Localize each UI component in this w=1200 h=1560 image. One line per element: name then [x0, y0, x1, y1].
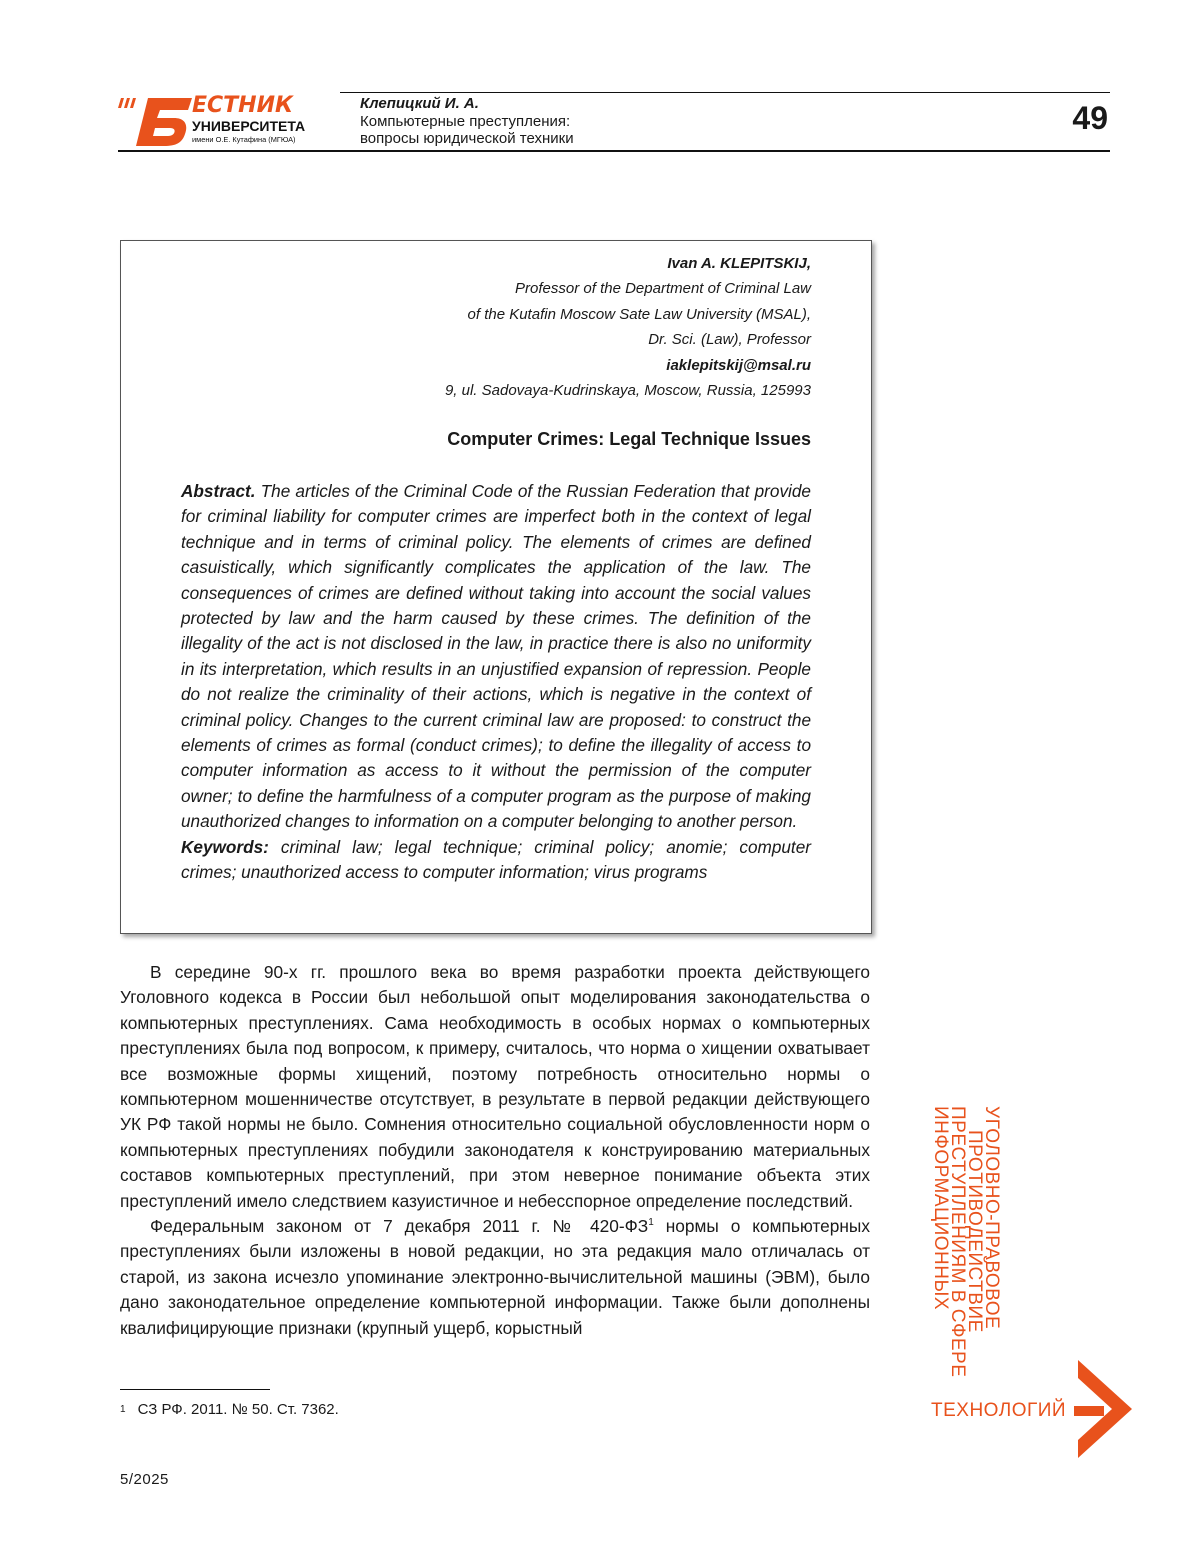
logo-imeni: имени О.Е. Кутафина (МГЮА) — [192, 135, 296, 144]
author-address: 9, ul. Sadovaya-Kudrinskaya, Moscow, Russia, 125993 — [444, 382, 811, 400]
footnote — [120, 1400, 339, 1420]
logo-letter-v-icon — [134, 96, 194, 148]
footnote-text: СЗ РФ. 2011. № 50. Ст. 7362. — [137, 1401, 339, 1418]
body-paragraph-1: В середине 90-х гг. прошлого века во время разработки проекта действующего Уголовного кодекса в России был небольшой опыт моделирования законодательства о компьютерных преступлениях. Сама необходимость в особых нормах о компьютерных преступлениях была под вопросом, к примеру, считалось, что норма о хищении охватывает все возможные формы хищений, поэтому потребность относительно нормы о компьютерном мошенничестве отсутствует, в результате в первой редакции действующего УК РФ такой нормы не было. Сомнения относительно социальной обусловленности норм о компьютерных преступлениях побудили законодателя к конструированию материальных составов компьютерных преступлений, при этом неверное понимание объекта этих преступлений имело следствием казуистичное и небесспорное определение последствий. — [120, 962, 870, 1211]
footnote-ref[interactable]: 1 — [648, 1217, 654, 1229]
rubric-line-4: ИНФОРМАЦИОННЫХ — [930, 1106, 951, 1310]
footnote-rule — [120, 1389, 270, 1390]
running-head-author: Клепицкий И. А. — [360, 95, 479, 112]
author-degree: Dr. Sci. (Law), Professor — [648, 331, 811, 349]
article-body — [120, 960, 870, 1341]
keywords-body: criminal law; legal technique; criminal policy; anomie; computer crimes; unauthorized access to computer information; virus programs — [181, 836, 811, 883]
rubric-line-5: ТЕХНОЛОГИЙ — [931, 1400, 1067, 1421]
header-rule-top — [340, 92, 1110, 93]
logo-university: УНИВЕРСИТЕТА — [192, 118, 306, 134]
rubric-line-2: ПРОТИВОДЕЙСТВИЕ — [964, 1130, 985, 1333]
article-title-en: Computer Crimes: Legal Technique Issues — [447, 429, 811, 449]
page-number: 49 — [1072, 100, 1108, 136]
body-paragraph-2 — [120, 1214, 870, 1341]
author-info — [445, 251, 811, 403]
abstract-label: Abstract. — [181, 481, 256, 501]
journal-logo — [118, 92, 324, 150]
rubric-line-3: ПРЕСТУПЛЕНИЯМ В СФЕРЕ — [947, 1106, 968, 1378]
rubric-line-1: УГОЛОВНО-ПРАВОВОЕ — [981, 1106, 1002, 1330]
running-head-title-line2: вопросы юридической техники — [360, 130, 574, 147]
footnote-number: 1 — [120, 1404, 126, 1415]
logo-vestnik: ЕСТНИК — [192, 93, 293, 118]
author-name: Ivan A. KLEPITSKIJ, — [667, 255, 811, 272]
abstract-body: The articles of the Criminal Code of the Russian Federation that provide for criminal liability for computer crimes are imperfect both in the context of legal technique and in terms of criminal policy. The elements of crimes are defined casuistically, which significantly complicates the application of the law. The consequences of crimes are defined without taking into account the social values protected by law and the harm caused by these crimes. The definition of the illegality of the act is not disclosed in the law, in practice there is also no uniformity in its interpretation, which results in an unjustified expansion of repression. People do not realize the criminality of their actions, which is negative in the context of criminal policy. Changes to the current criminal law are proposed: to construct the elements of crimes as formal (conduct crimes); to define the illegality of access to computer information as access to it without the permission of the computer owner; to define the harmfulness of a computer program as the purpose of making unauthorized changes to information on a computer belonging to another person. — [181, 481, 811, 832]
keywords-label: Keywords: — [181, 836, 269, 857]
paragraph2-start: Федеральным законом от 7 декабря 2011 г. № 420-ФЗ — [150, 1216, 649, 1237]
rubric-arrow-icon — [1074, 1360, 1132, 1458]
paragraph2-rest: нормы о компьютерных преступлениях были изложены в новой редакции, но эта редакция мало отличалась от старой, из закона исчезло упоминание электронно-вычислительной машины (ЭВМ), было дано законодательное определение компьютерной информации. Также были дополнены квалифицирующие признаки (крупный ущерб, корыстный — [120, 1216, 870, 1338]
author-email[interactable]: iaklepitskij@msal.ru — [666, 356, 811, 374]
abstract — [181, 479, 811, 886]
section-rubric-vertical — [932, 1106, 1000, 1406]
running-head-title-line1: Компьютерные преступления: — [360, 113, 571, 130]
english-abstract-box — [120, 240, 872, 934]
header-rule-bottom — [118, 150, 1110, 152]
issue-number: 5/2025 — [120, 1471, 169, 1488]
author-position-line1: Professor of the Department of Criminal Law — [515, 280, 811, 298]
author-position-line2: of the Kutafin Moscow Sate Law University (MSAL), — [467, 305, 811, 323]
